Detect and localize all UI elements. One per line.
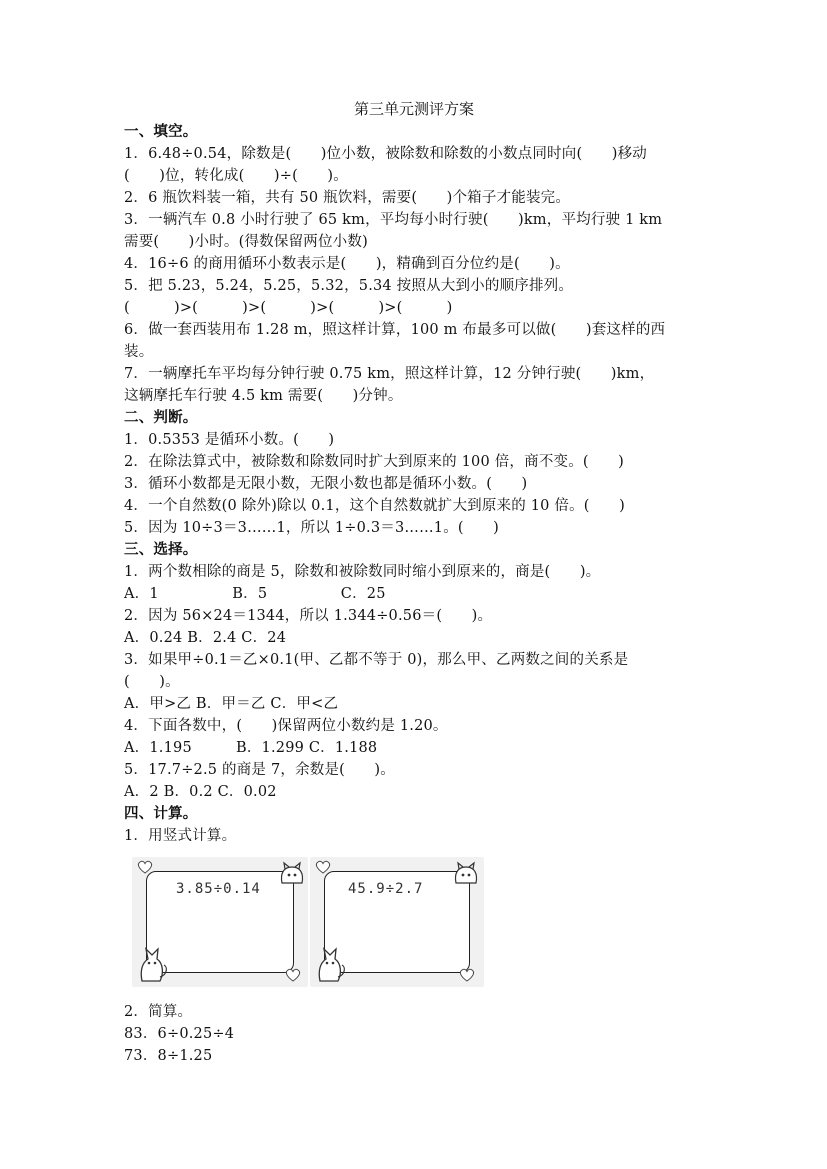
choice-options-4: A．1.195 B．1.299 C．1.188 (124, 740, 378, 756)
fill-question-2: 2．6 瓶饮料装一箱，共有 50 瓶饮料，需要( )个箱子才能装完。 (124, 190, 571, 206)
calc-card-2 (310, 857, 484, 987)
choice-question-2: 2．因为 56×24＝1344，所以 1.344÷0.56＝( )。 (124, 608, 493, 624)
choice-question-3-cont: ( )。 (124, 674, 180, 690)
calc-question-1: 1．用竖式计算。 (124, 828, 237, 844)
choice-question-4: 4．下面各数中，( )保留两位小数约是 1.20。 (124, 718, 448, 734)
card-expression: 3.85÷0.14 (176, 881, 261, 897)
fill-question-1: 1．6.48÷0.54，除数是( )位小数，被除数和除数的小数点同时向( )移动 (124, 146, 647, 162)
heart-icon (458, 967, 476, 983)
page-title: 第三单元测评方案 (353, 100, 474, 118)
fill-question-7: 7．一辆摩托车平均每分钟行驶 0.75 km，照这样计算，12 分钟行驶( )km， (124, 366, 655, 382)
fill-question-6: 6．做一套西装用布 1.28 m，照这样计算，100 m 布最多可以做( )套这样的西 (124, 322, 666, 338)
heart-icon (284, 967, 302, 983)
calc-card-1 (132, 857, 308, 987)
section-fill-in: 一、填空。 (124, 124, 198, 140)
card-expression: 45.9÷2.7 (348, 881, 424, 897)
fill-question-5-blanks: ( )>( )>( )>( )>( ) (124, 300, 453, 316)
fill-question-5: 5．把 5.23，5.24，5.25，5.32，5.34 按照从大到小的顺序排列。 (124, 278, 574, 294)
cat-face-icon (278, 861, 306, 887)
fill-question-7-cont: 这辆摩托车行驶 4.5 km 需要( )分钟。 (124, 388, 403, 404)
calc-question-2: 2．简算。 (124, 1004, 193, 1020)
vertical-calculation-cards (128, 857, 704, 995)
choice-question-3: 3．如果甲÷0.1＝乙×0.1(甲、乙都不等于 0)，那么甲、乙两数之间的关系是 (124, 652, 629, 668)
section-choice: 三、选择。 (124, 542, 198, 558)
heart-icon (136, 859, 154, 875)
choice-question-1: 1．两个数相除的商是 5，除数和被除数同时缩小到原来的，商是( )。 (124, 564, 601, 580)
choice-options-2: A．0.24 B．2.4 C．24 (124, 630, 287, 646)
section-judge: 二、判断。 (124, 410, 198, 426)
simplify-expression-1: 83．6÷0.25÷4 (124, 1026, 235, 1042)
fill-question-3-cont: 需要( )小时。(得数保留两位小数) (124, 234, 368, 250)
section-calculation: 四、计算。 (124, 806, 198, 822)
judge-question-5: 5．因为 10÷3＝3……1，所以 1÷0.3＝3……1。( ) (124, 520, 500, 536)
cat-face-icon (452, 861, 480, 887)
judge-question-4: 4．一个自然数(0 除外)除以 0.1，这个自然数就扩大到原来的 10 倍。( ) (124, 498, 625, 514)
cat-icon (134, 937, 170, 983)
fill-question-4: 4．16÷6 的商用循环小数表示是( )，精确到百分位约是( )。 (124, 256, 570, 272)
fill-question-1-cont: ( )位，转化成( )÷( )。 (124, 168, 348, 184)
fill-question-6-cont: 装。 (124, 344, 154, 360)
cat-icon (312, 937, 348, 983)
worksheet-page (124, 100, 704, 1067)
choice-options-3: A．甲>乙 B．甲＝乙 C．甲<乙 (124, 696, 339, 712)
judge-question-2: 2．在除法算式中，被除数和除数同时扩大到原来的 100 倍，商不变。( ) (124, 454, 625, 470)
simplify-expression-2: 73．8÷1.25 (124, 1048, 213, 1064)
heart-icon (314, 859, 332, 875)
choice-options-1: A．1 B．5 C．25 (124, 586, 386, 602)
judge-question-3: 3．循环小数都是无限小数，无限小数也都是循环小数。( ) (124, 476, 528, 492)
fill-question-3: 3．一辆汽车 0.8 小时行驶了 65 km，平均每小时行驶( )km，平均行驶 1 km (124, 212, 663, 228)
judge-question-1: 1．0.5353 是循环小数。( ) (124, 432, 335, 448)
choice-options-5: A．2 B．0.2 C．0.02 (124, 784, 277, 800)
choice-question-5: 5．17.7÷2.5 的商是 7，余数是( )。 (124, 762, 395, 778)
